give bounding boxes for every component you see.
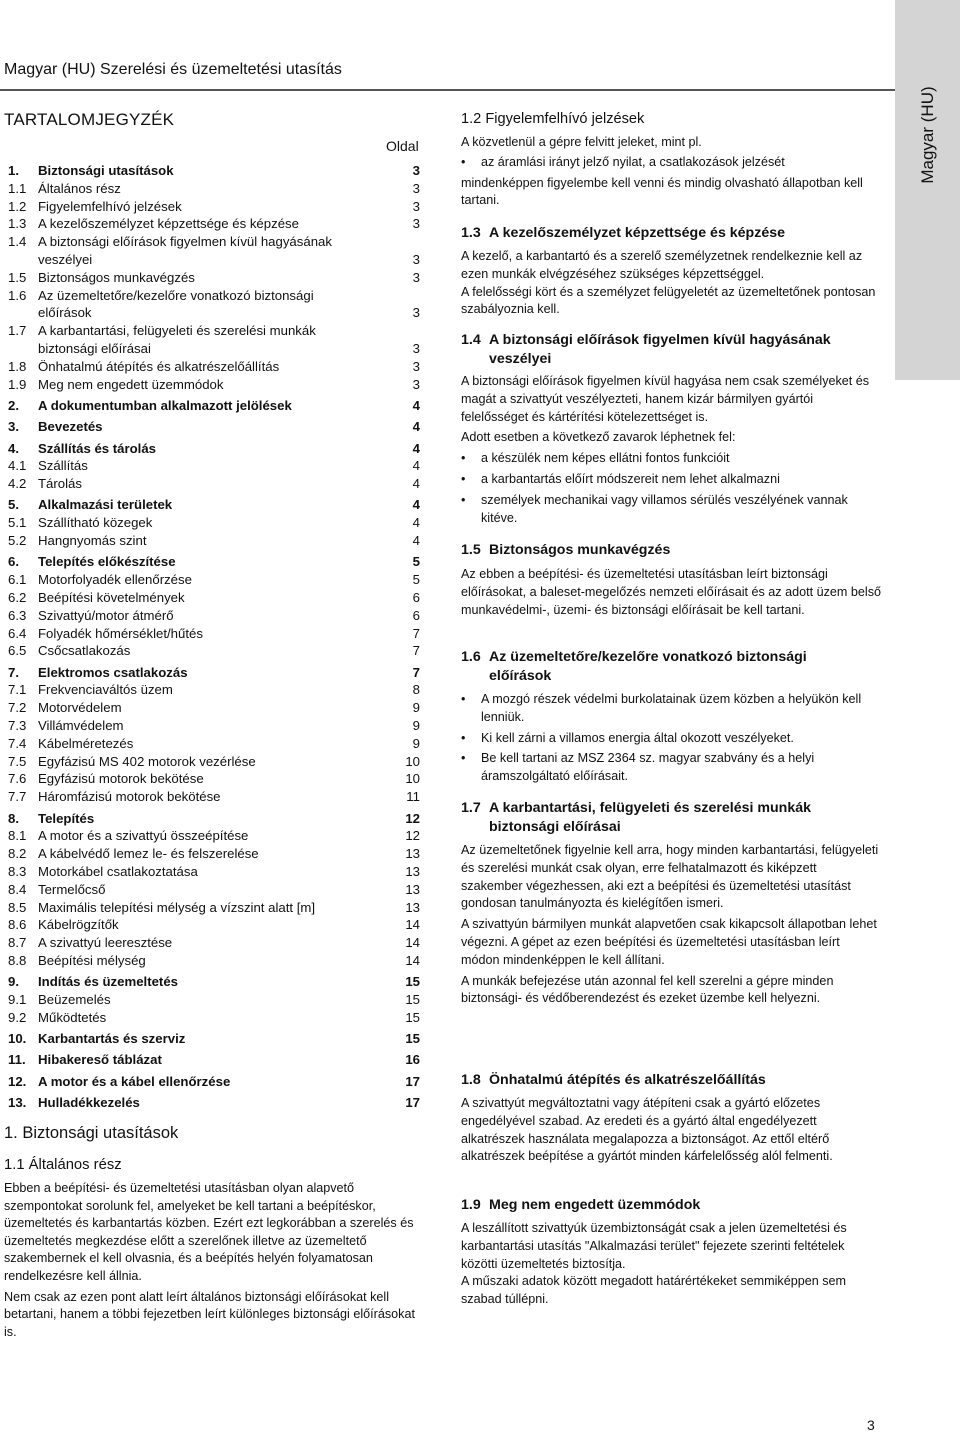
toc-row-label: A kezelőszemélyzet képzettsége és képzése bbox=[38, 216, 299, 232]
toc-row-label: Csőcsatlakozás bbox=[38, 643, 131, 659]
toc-row-label: Háromfázisú motorok bekötése bbox=[38, 789, 221, 805]
toc-row-label: A dokumentumban alkalmazott jelölések bbox=[38, 397, 292, 413]
toc-row-page: 10 bbox=[405, 771, 420, 787]
toc-row-number: 8.5 bbox=[8, 899, 27, 915]
toc-row-number: 7.1 bbox=[8, 682, 27, 698]
toc-row-page: 4 bbox=[412, 476, 420, 492]
toc-row-label: Szállítás és tárolás bbox=[38, 440, 157, 456]
toc-row-label: Figyelemfelhívó jelzések bbox=[38, 198, 182, 214]
section-1-9 bbox=[461, 1196, 881, 1309]
list-item: • Ki kell zárni a villamos energia által okozott veszélyeket. bbox=[461, 730, 794, 745]
toc-row-page: 4 bbox=[412, 397, 420, 413]
toc-row-label: Elektromos csatlakozás bbox=[38, 664, 188, 680]
toc-row-label: Általános rész bbox=[38, 180, 121, 196]
toc-row-number: 7.7 bbox=[8, 789, 27, 805]
toc-row-page: 3 bbox=[412, 216, 420, 232]
toc-row-number: 9.2 bbox=[8, 1009, 27, 1025]
toc-row-page: 15 bbox=[405, 974, 420, 990]
toc-row-number: 9.1 bbox=[8, 992, 27, 1007]
toc-row-page: 13 bbox=[405, 846, 420, 862]
toc-row-page: 3 bbox=[412, 376, 420, 392]
toc-row-number: 1.6 bbox=[8, 287, 27, 303]
toc-row-page: 6 bbox=[412, 607, 420, 623]
toc-row-page: 5 bbox=[412, 554, 420, 570]
toc-row-page: 7 bbox=[412, 625, 420, 641]
toc-row-label: Szállítható közegek bbox=[38, 515, 153, 531]
toc-row-label-continued: előírások bbox=[38, 305, 92, 321]
toc-row-number: 5.1 bbox=[8, 515, 27, 531]
section-1-7 bbox=[461, 799, 881, 1008]
toc-row-page: 17 bbox=[405, 1073, 420, 1089]
paragraph-1-4-a: A biztonsági előírások figyelmen kívül hagyása nem csak személyeket és magát a szivattyút veszélyezteti, hanem kizár bármilyen gyártói felelősséget és kártérítési kötelezettséget is. bbox=[461, 374, 870, 424]
toc-row-page: 8 bbox=[412, 682, 420, 698]
toc-row-page: 4 bbox=[412, 440, 420, 456]
section-1-5 bbox=[461, 541, 881, 619]
toc-row-number: 8.3 bbox=[8, 863, 27, 879]
toc-row-page: 7 bbox=[412, 643, 420, 659]
toc-row-label: Folyadék hőmérséklet/hűtés bbox=[38, 625, 203, 641]
heading-1-9: 1.9 Meg nem engedett üzemmódok bbox=[461, 1197, 701, 1213]
toc-row-page: 10 bbox=[405, 753, 420, 769]
toc-row-label: A biztonsági előírások figyelmen kívül hagyásának bbox=[38, 234, 332, 250]
paragraph-1-5: Az ebben a beépítési- és üzemeltetési utasításban leírt biztonsági előírásokat, a baleset-megelőzés nemzeti előírásait és az adott üzem belső munkavédelmi-, üzemi- és biztonsági előírásait be kell tartani. bbox=[461, 567, 882, 617]
section-heading-1: 1. Biztonsági utasítások bbox=[4, 1124, 179, 1142]
toc-row-page: 13 bbox=[405, 881, 420, 897]
toc-row-number: 6.3 bbox=[8, 607, 27, 623]
toc-row-number: 8.4 bbox=[8, 881, 27, 897]
paragraph-1-3-a: A kezelő, a karbantartó és a szerelő személyzetnek rendelkeznie kell az ezen munkák elvégzéséhez szükséges képzettséggel. bbox=[461, 249, 863, 281]
toc-row-number: 8.7 bbox=[8, 935, 27, 951]
toc-row-number: 1. bbox=[8, 163, 19, 178]
toc-row-page: 3 bbox=[412, 163, 420, 178]
toc-row-page: 13 bbox=[405, 863, 420, 879]
toc-row-label-continued: veszélyei bbox=[38, 251, 93, 267]
toc-row-number: 9. bbox=[8, 974, 19, 990]
toc-row-page: 4 bbox=[412, 458, 420, 474]
heading-1-7: 1.7 A karbantartási, felügyeleti és szerelési munkák biztonsági előírásai bbox=[461, 800, 811, 835]
toc-row-label: Szállítás bbox=[38, 458, 88, 474]
toc-row-page: 13 bbox=[405, 899, 420, 915]
list-item: • Be kell tartani az MSZ 2364 sz. magyar szabvány és a helyi áramszolgáltató előírásait. bbox=[461, 751, 815, 784]
toc-row-label: Kábelrögzítők bbox=[38, 917, 119, 933]
toc-row-label: Beépítési mélység bbox=[38, 952, 146, 968]
toc-row-page: 6 bbox=[412, 589, 420, 605]
toc-row-number: 7.2 bbox=[8, 700, 27, 716]
list-item: • személyek mechanikai vagy villamos sérülés veszélyének vannak kitéve. bbox=[461, 492, 848, 525]
toc-row-page: 3 bbox=[412, 198, 420, 214]
toc-row-page: 4 bbox=[412, 497, 420, 513]
list-item: • a karbantartás előírt módszereit nem lehet alkalmazni bbox=[461, 471, 780, 486]
toc-row-number: 4. bbox=[8, 440, 19, 456]
toc-row-number: 8.1 bbox=[8, 828, 27, 844]
toc-row-page: 5 bbox=[412, 572, 420, 588]
toc-row-label: Hibakereső táblázat bbox=[38, 1052, 162, 1068]
toc-row-label: Meg nem engedett üzemmódok bbox=[38, 376, 224, 392]
toc-row-label: A kábelvédő lemez le- és felszerelése bbox=[38, 846, 259, 862]
toc-row-number: 1.2 bbox=[8, 198, 27, 214]
toc-row-number: 4.2 bbox=[8, 476, 27, 492]
toc-row-page: 3 bbox=[412, 340, 420, 356]
toc-row-number: 5.2 bbox=[8, 533, 27, 548]
toc-row-page: 11 bbox=[406, 789, 420, 805]
list-1-2 bbox=[461, 154, 881, 172]
toc-row-page: 9 bbox=[412, 718, 420, 733]
side-tab-label: Magyar (HU) bbox=[917, 86, 937, 184]
toc-row-page: 15 bbox=[405, 1031, 420, 1047]
paragraph-1-7-b: A szivattyún bármilyen munkát alapvetően csak kikapcsolt állapotban lehet végezni. A gépet az ezen beépítési és üzemeltetési utasításban leírt módon mindenképpen le kell állítani. bbox=[461, 917, 877, 967]
toc-row-number: 6.2 bbox=[8, 589, 27, 605]
toc-row-number: 13. bbox=[8, 1095, 27, 1110]
toc-row-number: 5. bbox=[8, 497, 19, 513]
toc-row-label: Hulladékkezelés bbox=[38, 1095, 140, 1110]
toc-row-number: 7.5 bbox=[8, 753, 27, 769]
toc-row-label: Szivattyú/motor átmérő bbox=[38, 607, 174, 623]
toc-row-page: 3 bbox=[412, 305, 420, 321]
toc-row-number: 1.4 bbox=[8, 234, 27, 250]
toc-row-label: A szivattyú leeresztése bbox=[38, 935, 173, 951]
toc-row-label: A karbantartási, felügyeleti és szerelési munkák bbox=[38, 323, 316, 339]
paragraph-1-7-a: Az üzemeltetőnek figyelnie kell arra, hogy minden karbantartási, felügyeleti és szerelési munkát csak olyan, erre felhatalmazott és kiképzett szakember végezhessen, aki ezt a beépítési és üzemeltetési utasítást gondosan tanulmányozta és kielégítően ismeri. bbox=[461, 843, 879, 911]
toc-row-label: Termelőcső bbox=[38, 881, 106, 897]
toc-row-label: A motor és a kábel ellenőrzése bbox=[38, 1073, 231, 1089]
toc-row-label: Telepítés bbox=[38, 810, 95, 826]
heading-1-8: 1.8 Önhatalmú átépítés és alkatrészelőállítás bbox=[461, 1072, 766, 1088]
toc-row-page: 3 bbox=[412, 269, 420, 285]
toc-row-label: Beüzemelés bbox=[38, 992, 111, 1007]
list-item: • a készülék nem képes ellátni fontos funkcióit bbox=[461, 451, 730, 466]
list-item: • az áramlási irányt jelző nyilat, a csatlakozások jelzését bbox=[461, 154, 785, 169]
toc-row-label: Motorvédelem bbox=[38, 700, 122, 716]
header-divider bbox=[0, 89, 895, 91]
toc-row-number: 1.7 bbox=[8, 323, 27, 339]
toc-row-label: Kábelméretezés bbox=[38, 735, 134, 751]
section-heading-1-1: 1.1 Általános rész bbox=[4, 1157, 122, 1173]
heading-1-5: 1.5 Biztonságos munkavégzés bbox=[461, 542, 671, 558]
toc-row-number: 7.4 bbox=[8, 735, 27, 751]
toc-row-label: Karbantartás és szerviz bbox=[38, 1031, 186, 1047]
list-1-4 bbox=[461, 450, 881, 527]
toc-row-number: 7.6 bbox=[8, 771, 27, 787]
paragraph-1-8: A szivattyút megváltoztatni vagy átépíteni csak a gyártó előzetes engedélyével szabad. Az eredeti és a gyártó által engedélyezett alkatrészek használata megalapozza a biztonságot. Az ettől eltérő alkatrészek beépítése a gyártót minden kárfelelősség alól felmenti. bbox=[461, 1096, 833, 1164]
toc-row-number: 10. bbox=[8, 1031, 27, 1047]
toc-row-page: 14 bbox=[405, 935, 420, 951]
toc-row-page: 3 bbox=[412, 358, 420, 374]
toc-row-page: 12 bbox=[405, 828, 420, 844]
toc-row-label: Hangnyomás szint bbox=[38, 533, 147, 548]
toc-row-label-continued: biztonsági előírásai bbox=[38, 340, 151, 356]
toc-row-label: Indítás és üzemeltetés bbox=[38, 974, 178, 990]
toc-row-number: 1.5 bbox=[8, 269, 27, 285]
paragraph-1-9-a: A leszállított szivattyúk üzembiztonságát csak a jelen üzemeltetési és karbantartási utasítás "Alkalmazási terület" fejezete szerinti feltételek közötti üzemeltetés biztosítja. bbox=[461, 1221, 847, 1271]
toc-row-page: 16 bbox=[405, 1052, 420, 1068]
list-1-6 bbox=[461, 691, 881, 786]
toc-row-page: 14 bbox=[405, 952, 420, 968]
paragraph-1-3-b: A felelősségi kört és a személyzet felügyeletét az üzemeltetőnek pontosan szabályoznia kell. bbox=[461, 284, 876, 317]
toc-row-number: 6. bbox=[8, 554, 19, 570]
toc-row-number: 7. bbox=[8, 664, 19, 680]
toc-row-page: 15 bbox=[405, 1009, 420, 1025]
toc-row-number: 6.1 bbox=[8, 572, 27, 588]
toc-row-page: 14 bbox=[405, 917, 420, 933]
toc-title: TARTALOMJEGYZÉK bbox=[4, 110, 175, 129]
section-1-4 bbox=[461, 331, 881, 530]
toc-row-label: Alkalmazási területek bbox=[38, 497, 173, 513]
toc-row-number: 8.6 bbox=[8, 917, 27, 933]
toc-row-number: 3. bbox=[8, 419, 19, 435]
toc-page-column-header: Oldal bbox=[386, 138, 419, 154]
paragraph-1-4-b: Adott esetben a következő zavarok léphetnek fel: bbox=[461, 430, 736, 445]
toc-row-number: 6.4 bbox=[8, 625, 27, 641]
paragraph-1-9-b: A műszaki adatok között megadott határértékeket semmiképpen sem szabad túllépni. bbox=[461, 1274, 847, 1307]
toc-row-page: 4 bbox=[412, 533, 420, 548]
toc-row-number: 6.5 bbox=[8, 643, 27, 659]
toc-row-number: 1.8 bbox=[8, 358, 27, 374]
toc-row-number: 8.2 bbox=[8, 846, 27, 862]
toc-row-page: 9 bbox=[412, 735, 420, 751]
section-1-3 bbox=[461, 224, 881, 319]
paragraph-1-2-a: A közvetlenül a gépre felvitt jeleket, mint pl. bbox=[461, 135, 702, 149]
toc-row-label: A motor és a szivattyú összeépítése bbox=[38, 828, 249, 844]
toc-row-number: 2. bbox=[8, 397, 19, 413]
heading-1-3: 1.3 A kezelőszemélyzet képzettsége és képzése bbox=[461, 225, 785, 241]
toc-row-number: 12. bbox=[8, 1073, 27, 1089]
left-section-1 bbox=[4, 1124, 424, 1341]
toc-row-number: 1.1 bbox=[8, 180, 27, 196]
paragraph-general-2: Nem csak az ezen pont alatt leírt általános biztonsági előírásokat kell betartani, hanem a többi fejezetben leírt különleges biztonsági előírásokat is. bbox=[4, 1289, 415, 1339]
toc-row-number: 4.1 bbox=[8, 458, 27, 474]
paragraph-1-2-b: mindenképpen figyelembe kell venni és mindig olvasható állapotban kell tartani. bbox=[461, 175, 863, 208]
toc-row-label: Villámvédelem bbox=[38, 718, 124, 733]
toc-row-page: 3 bbox=[412, 251, 420, 267]
toc-row-label: Bevezetés bbox=[38, 419, 103, 435]
toc-row-number: 1.3 bbox=[8, 216, 27, 232]
paragraph-1-7-c: A munkák befejezése után azonnal fel kell szerelni a gépre minden biztonsági- és védőberendezést és ezeket üzembe kell helyezni. bbox=[461, 973, 834, 1006]
toc-row-page: 12 bbox=[405, 810, 420, 826]
paragraph-general-1: Ebben a beépítési- és üzemeltetési utasításban olyan alapvető szempontokat sorolunk fel, amelyeket be kell tartani a beépítéskor, üzemeltetés és karbantartás közben. Ezért ezt legkorábban a szerelés és üzemeltetés megkezdése előtt a szerelőnek illetve az üzemeltető szakembernek el kell olvasnia, és a beépítés helyén folyamatosan rendelkezésre kell állnia. bbox=[4, 1181, 414, 1283]
toc-row-label: Egyfázisú MS 402 motorok vezérlése bbox=[38, 753, 256, 769]
toc-row-number: 7.3 bbox=[8, 718, 27, 733]
toc-row-page: 15 bbox=[405, 992, 420, 1007]
toc-row-label: Telepítés előkészítése bbox=[38, 554, 176, 570]
toc-row-label: Az üzemeltetőre/kezelőre vonatkozó biztonsági bbox=[38, 287, 314, 303]
toc-row-number: 8.8 bbox=[8, 952, 27, 968]
language-side-tab bbox=[895, 0, 960, 380]
toc-row-label: Egyfázisú motorok bekötése bbox=[38, 771, 204, 787]
toc-row-page: 4 bbox=[412, 515, 420, 531]
page-number: 3 bbox=[867, 1417, 875, 1433]
toc-row-page: 9 bbox=[412, 700, 420, 716]
document-header-title: Magyar (HU) Szerelési és üzemeltetési utasítás bbox=[4, 61, 342, 78]
toc-row-page: 17 bbox=[405, 1095, 420, 1110]
toc-row-label: Frekvenciaváltós üzem bbox=[38, 682, 173, 698]
toc-row-label: Motorkábel csatlakoztatása bbox=[38, 863, 198, 879]
list-item: • A mozgó részek védelmi burkolatainak üzem közben a helyükön kell lenniük. bbox=[461, 692, 862, 724]
toc-row-number: 8. bbox=[8, 810, 19, 826]
toc-row-label: Biztonsági utasítások bbox=[38, 163, 174, 178]
toc-row-label: Maximális telepítési mélység a vízszint alatt [m] bbox=[38, 899, 316, 915]
toc-row-label: Biztonságos munkavégzés bbox=[38, 269, 195, 285]
section-1-8 bbox=[461, 1071, 881, 1166]
toc-row-number: 1.9 bbox=[8, 376, 27, 392]
heading-1-6: 1.6 Az üzemeltetőre/kezelőre vonatkozó biztonsági előírások bbox=[461, 649, 807, 684]
toc-row-page: 7 bbox=[412, 664, 420, 680]
heading-1-4: 1.4 A biztonsági előírások figyelmen kívül hagyásának veszélyei bbox=[461, 332, 831, 367]
section-1-6 bbox=[461, 648, 881, 789]
toc-row-label: Működtetés bbox=[38, 1009, 107, 1025]
toc-row-page: 4 bbox=[412, 419, 420, 435]
toc-row-number: 11. bbox=[8, 1052, 26, 1068]
heading-1-2: 1.2 Figyelemfelhívó jelzések bbox=[461, 111, 645, 127]
toc-row-label: Beépítési követelmények bbox=[38, 589, 185, 605]
toc-row-label: Tárolás bbox=[38, 476, 82, 492]
section-1-2 bbox=[461, 110, 881, 210]
toc-row-page: 3 bbox=[412, 180, 420, 196]
toc-row-label: Önhatalmú átépítés és alkatrészelőállítás bbox=[38, 358, 280, 374]
toc-row-label: Motorfolyadék ellenőrzése bbox=[38, 572, 192, 588]
